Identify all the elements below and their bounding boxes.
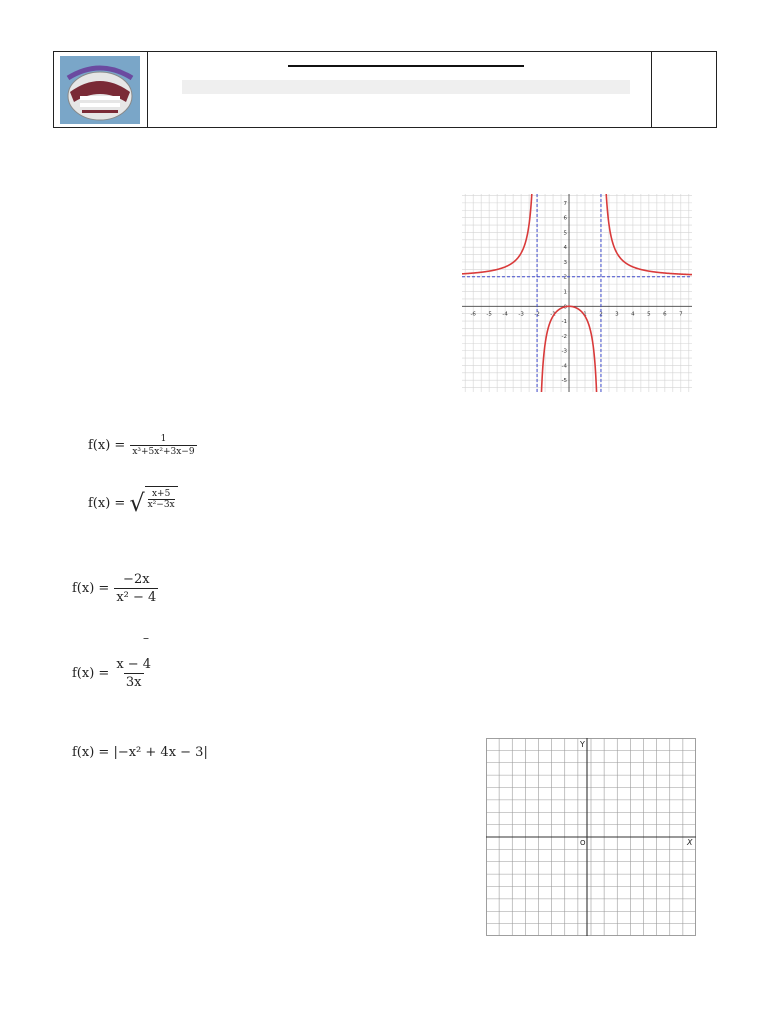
formula-1-numerator: 1 bbox=[160, 434, 167, 444]
x-tick-label: 6 bbox=[663, 311, 667, 318]
x-tick-label: 4 bbox=[631, 311, 635, 318]
x-tick-label: 5 bbox=[647, 311, 651, 318]
formula-6-text: f(x) = |−x² + 4x − 3| bbox=[72, 745, 208, 760]
x-tick-label: -3 bbox=[518, 311, 524, 318]
y-tick-label: 3 bbox=[563, 259, 568, 266]
formula-5-fraction bbox=[114, 657, 153, 690]
y-tick-label: 6 bbox=[563, 215, 568, 222]
y-tick-label: 0 bbox=[563, 304, 568, 311]
formula-1-denominator: x³+5x²+3x−9 bbox=[132, 447, 195, 457]
header-box bbox=[53, 51, 717, 128]
formula-2-radicand bbox=[145, 486, 178, 520]
y-tick-label: -3 bbox=[561, 348, 568, 355]
title-rule bbox=[288, 65, 524, 67]
stray-dash: – bbox=[143, 631, 149, 645]
formula-3-numerator: −2x bbox=[123, 572, 150, 587]
y-tick-label: 7 bbox=[563, 200, 568, 207]
formula-5-denominator: 3x bbox=[125, 675, 142, 690]
x-tick-label: -6 bbox=[470, 311, 476, 318]
origin-label: O bbox=[580, 839, 586, 847]
formula-3-fraction bbox=[114, 572, 158, 605]
x-tick-label: 2 bbox=[599, 311, 603, 318]
y-tick-label: -2 bbox=[561, 333, 568, 340]
formula-2 bbox=[88, 486, 178, 520]
x-tick-label: -2 bbox=[534, 311, 540, 318]
formula-3-denominator: x² − 4 bbox=[116, 590, 157, 605]
y-tick-label: -5 bbox=[561, 378, 568, 385]
y-tick-label: 2 bbox=[563, 274, 568, 281]
formula-1 bbox=[88, 434, 197, 457]
y-tick-label: -1 bbox=[561, 319, 568, 326]
y-tick-label: -4 bbox=[561, 363, 568, 370]
formula-2-sqrt bbox=[129, 486, 177, 520]
formula-5 bbox=[72, 657, 153, 690]
formula-2-numerator: x+5 bbox=[151, 489, 171, 499]
blank-coordinate-grid bbox=[486, 738, 696, 936]
x-tick-label: -4 bbox=[502, 311, 508, 318]
title-band bbox=[182, 80, 630, 94]
y-tick-label: 4 bbox=[563, 245, 568, 252]
x-tick-label: -1 bbox=[550, 311, 556, 318]
formula-6 bbox=[72, 745, 208, 760]
x-tick-label: -5 bbox=[486, 311, 492, 318]
header-divider-left bbox=[147, 52, 148, 127]
y-tick-label: 1 bbox=[563, 289, 568, 296]
x-tick-label: 7 bbox=[679, 311, 683, 318]
sqrt-symbol: √ bbox=[129, 489, 145, 517]
y-axis-label: Y bbox=[580, 740, 585, 749]
school-logo bbox=[60, 56, 140, 124]
formula-5-lhs: f(x) = bbox=[72, 666, 110, 681]
formula-2-denominator: x²−3x bbox=[147, 500, 175, 510]
header-divider-right bbox=[651, 52, 652, 127]
formula-3 bbox=[72, 572, 158, 605]
formula-5-numerator: x − 4 bbox=[116, 657, 152, 672]
function-graph bbox=[462, 194, 692, 392]
formula-1-lhs: f(x) = bbox=[88, 438, 126, 453]
x-tick-label: 3 bbox=[615, 311, 619, 318]
x-axis-label: X bbox=[687, 838, 693, 847]
formula-2-lhs: f(x) = bbox=[88, 495, 126, 511]
formula-1-fraction bbox=[130, 434, 196, 457]
y-tick-label: 5 bbox=[563, 230, 568, 237]
formula-3-lhs: f(x) = bbox=[72, 581, 110, 596]
x-tick-label: 1 bbox=[583, 311, 587, 318]
